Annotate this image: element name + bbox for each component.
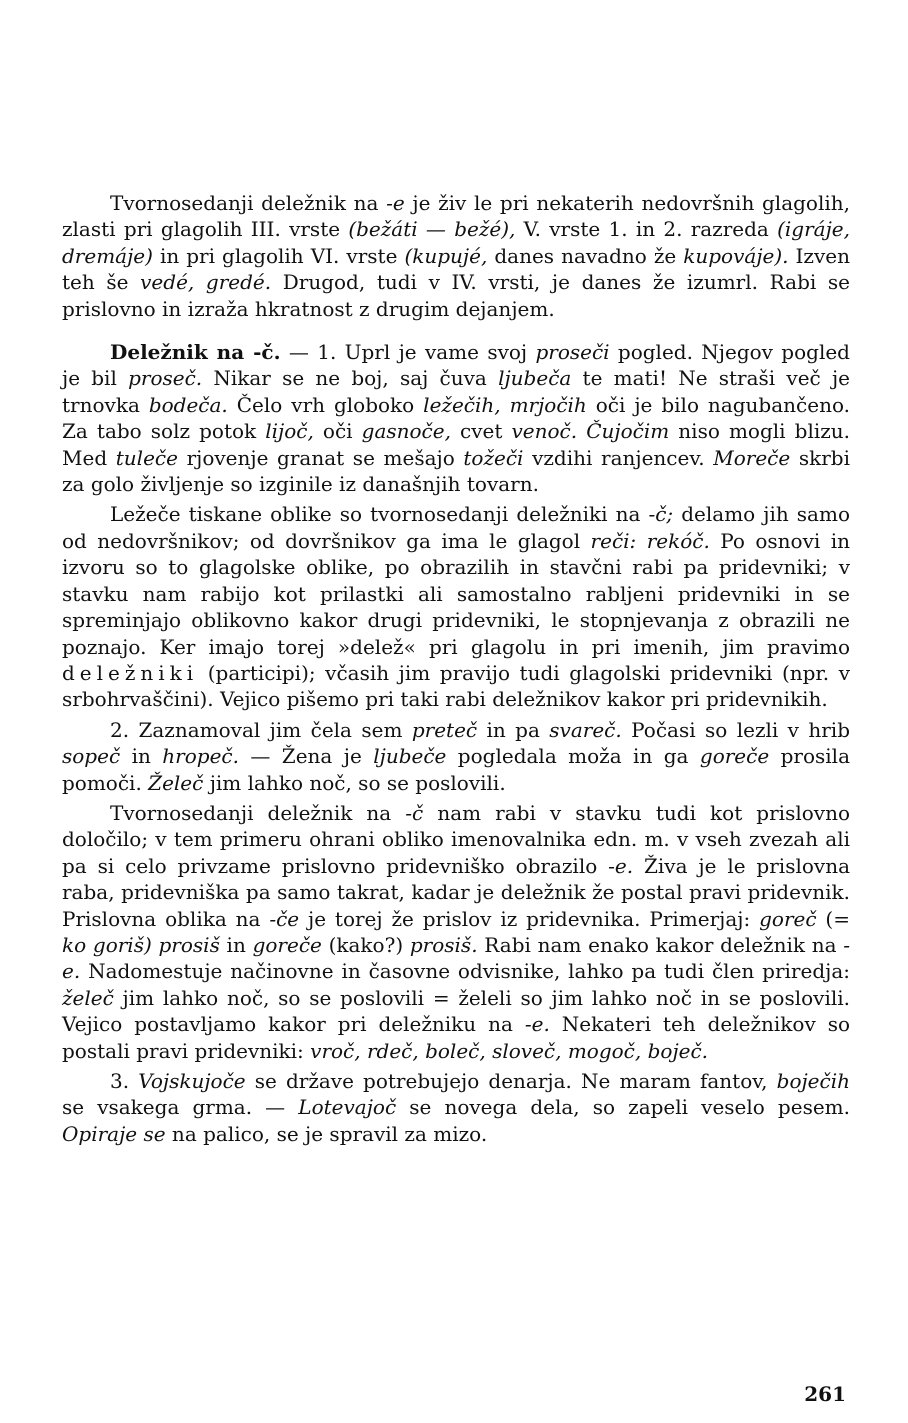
text-segment: Čujočim xyxy=(586,419,670,444)
text-segment: ljubeča xyxy=(498,366,572,391)
text-segment: jim lahko noč, so se poslovili = želeli so jim lahko noč in se poslovili. Vejico postavljamo kakor pri deležniku na xyxy=(62,985,850,1037)
text-segment: 2. Zaznamoval jim čela sem xyxy=(110,717,412,742)
text-segment: Tvornosedanji deležnik na xyxy=(110,800,406,825)
text-segment xyxy=(577,419,586,443)
text-segment: proseči xyxy=(535,340,610,365)
text-segment: bodeča. xyxy=(148,392,228,417)
text-segment: Živa je le prislovna raba, pridevniška pa samo takrat, kadar je deležnik že postal pravi pridevnik. Prislovna oblika na xyxy=(62,853,850,931)
text-segment: Opiraje se xyxy=(62,1121,166,1146)
text-segment: -e. xyxy=(62,932,851,984)
text-segment: se vsakega grma. — xyxy=(62,1095,299,1120)
text-segment: hropeč. xyxy=(162,744,239,769)
text-segment: se novega dela, so zapeli veselo pesem. xyxy=(396,1095,850,1120)
text-segment: te mati! Ne straši več je trnovka xyxy=(62,366,851,417)
text-segment: Nikar se ne boj, saj čuva xyxy=(202,366,499,391)
text-segment: deležniki xyxy=(62,660,199,685)
text-segment: Želeč xyxy=(148,770,204,795)
text-segment: (participi); včasih jim pravijo tudi glagolski pridevniki (npr. v srbohrvaščini). Vejico pišemo pri taki rabi deležnikov kakor pri pridevnikih. xyxy=(62,660,850,712)
text-segment: ležečih, mrjočih xyxy=(423,392,587,417)
text-segment: Ležeče tiskane oblike so tvornosedanji deležniki na xyxy=(110,502,649,527)
text-segment: -e xyxy=(386,191,405,215)
page-body xyxy=(62,190,850,1147)
text-segment: tožeči xyxy=(463,445,524,470)
text-segment: pogledala moža in ga xyxy=(446,744,700,769)
text-segment: preteč xyxy=(411,717,478,742)
text-segment: in xyxy=(219,932,253,957)
page-number: 261 xyxy=(804,1382,846,1406)
text-segment: oči xyxy=(313,419,362,444)
text-segment: vroč, rdeč, boleč, sloveč, mogoč, boječ. xyxy=(310,1038,709,1063)
text-segment: nam rabi v stavku tudi kot prislovno določilo; v tem primeru ohrani obliko imenovalnika edn. m. v vseh zvezah ali pa si celo privzame prislovno pridevniško obrazilo xyxy=(62,800,850,878)
text-segment: in pri glagolih VI. vrste xyxy=(152,243,405,268)
text-segment: prosila pomoči. xyxy=(62,744,850,795)
text-segment: Po osnovi in izvoru so to glagolske oblike, po obrazilih in stavčni rabi pa pridevniki; v stavku nam rabijo kot prilastki ali samostalno rabljeni pridevniki in se spreminjajo oblikovno kakor drugi pridevniki, le stopnjevanja z obrazili ne poznajo. Ker imajo torej »delež« pri glagolu in pri imenih, jim pravimo xyxy=(62,528,850,659)
text-segment: boječih xyxy=(776,1069,850,1093)
text-segment: (kupujé, xyxy=(404,243,488,268)
text-segment: oči je bilo nagubančeno. Za tabo solz potok xyxy=(62,392,850,444)
paragraph-3 xyxy=(62,501,850,712)
text-segment: Čelo vrh globoko xyxy=(227,392,424,417)
paragraph-1 xyxy=(62,190,850,322)
text-segment: prosiš. xyxy=(409,932,478,957)
text-segment: -če xyxy=(269,906,300,931)
text-segment: -e. xyxy=(608,853,634,878)
text-segment: goreč xyxy=(759,906,817,931)
text-segment: delamo jih samo od nedovršnikov; od dovršnikov ga ima le glagol xyxy=(62,502,850,553)
text-segment: venoč. xyxy=(511,419,578,444)
text-segment: (kako?) xyxy=(321,932,410,957)
text-segment: skrbi za golo življenje so izginile iz današnjih tovarn. xyxy=(62,445,850,497)
text-segment: (bežáti — bežé), xyxy=(348,217,516,242)
text-segment: — Žena je xyxy=(238,744,374,769)
text-segment: Nadomestuje načinovne in časovne odvisnike, lahko pa tudi člen priredja: xyxy=(80,959,850,984)
text-segment: — 1. Uprl je vame svoj xyxy=(280,340,536,365)
text-segment: goreče xyxy=(252,932,322,957)
paragraph-5 xyxy=(62,800,850,1064)
text-segment: Nekateri teh deležnikov so postali pravi pridevniki: xyxy=(62,1012,850,1063)
text-segment: vedé, gredé. xyxy=(140,270,272,295)
text-segment: ljubeče xyxy=(373,744,447,769)
text-segment: je torej že prislov iz pridevnika. Primerjaj: xyxy=(299,906,760,931)
text-segment: in xyxy=(120,744,163,769)
text-segment: danes navadno že xyxy=(487,243,684,268)
text-segment: Moreče xyxy=(713,445,791,470)
text-segment: goreče xyxy=(699,744,770,769)
text-segment xyxy=(152,933,159,957)
text-segment: tuleče xyxy=(115,445,178,470)
text-segment: Vojskujoče xyxy=(138,1069,246,1093)
text-segment: V. vrste 1. in 2. razreda xyxy=(515,217,778,242)
text-segment: lijoč, xyxy=(265,419,314,444)
text-segment: -e. xyxy=(524,1012,550,1037)
paragraph-6 xyxy=(62,1068,850,1147)
text-segment: se države potrebujejo denarja. Ne maram fantov, xyxy=(245,1069,777,1093)
text-segment: niso mogli blizu. Med xyxy=(62,419,851,470)
text-segment: jim lahko noč, so se poslovili. xyxy=(203,770,506,795)
text-segment: 3. xyxy=(110,1069,139,1093)
text-segment: proseč. xyxy=(128,366,203,391)
text-segment: Počasi so lezli v hrib xyxy=(621,717,850,742)
text-segment: -č; xyxy=(648,502,674,527)
text-segment: Tvornosedanji deležnik na xyxy=(110,191,387,215)
text-segment: in pa xyxy=(477,717,550,742)
text-segment: je živ le pri nekaterih nedovršnih glagolih, zlasti pri glagolih III. vrste xyxy=(62,191,850,242)
text-segment: vzdihi ranjencev. xyxy=(523,445,714,470)
text-segment: Deležnik na -č. xyxy=(110,340,281,365)
text-segment: (= xyxy=(816,906,850,931)
text-segment: Rabi nam enako kakor deležnik na xyxy=(477,932,844,957)
text-segment: želeč xyxy=(62,985,114,1010)
text-segment: ko goriš) xyxy=(62,932,152,957)
text-segment: kupováje). xyxy=(683,243,789,268)
text-segment: gasnoče, xyxy=(361,419,451,444)
text-segment: -č xyxy=(405,800,424,825)
text-segment: prosiš xyxy=(158,932,220,957)
text-segment: rjovenje granat se mešajo xyxy=(177,445,464,470)
paragraph-2 xyxy=(62,339,850,497)
text-segment: cvet xyxy=(450,419,512,444)
text-segment: na palico, se je spravil za mizo. xyxy=(165,1121,488,1146)
paragraph-4 xyxy=(62,717,850,796)
text-segment: Izven teh še xyxy=(62,243,850,295)
text-segment: reči: rekóč. xyxy=(590,528,710,553)
text-segment: Drugod, tudi v IV. vrsti, je danes že izumrl. Rabi se prislovno in izraža hkratnost z drugim dejanjem. xyxy=(62,270,850,321)
text-segment: (igráje, dremáje) xyxy=(62,217,850,268)
text-segment: pogled. Njegov pogled je bil xyxy=(62,340,850,391)
text-segment: sopeč xyxy=(62,744,121,769)
text-segment: svareč. xyxy=(549,717,622,742)
text-segment: Lotevajoč xyxy=(298,1095,397,1120)
